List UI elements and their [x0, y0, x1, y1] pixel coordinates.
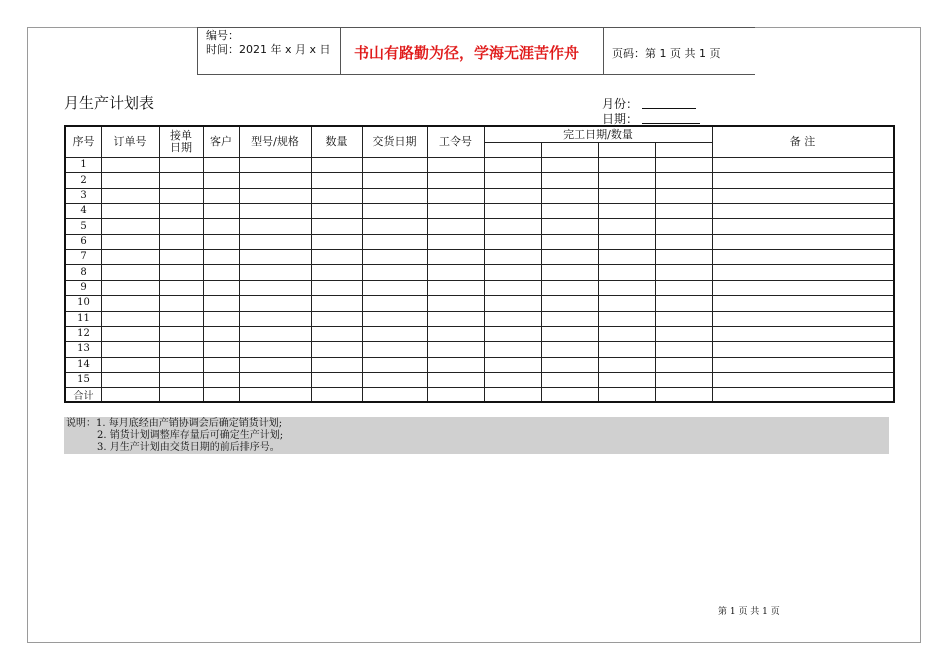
header-quantity: 数量 [325, 135, 348, 148]
number-label: 编号： [206, 29, 239, 42]
header-bottom-rule [197, 74, 755, 75]
note-line-2: 2. 销货计划调整库存量后可确定生产计划; [97, 430, 284, 441]
row-number: 11 [77, 312, 90, 324]
page-title: 月生产计划表 [64, 94, 155, 112]
column-line [541, 142, 542, 401]
row-line [66, 172, 893, 173]
header-receive-line2: 日期 [170, 141, 192, 154]
row-line [66, 311, 893, 312]
notes-block [64, 417, 889, 454]
row-number: 7 [80, 251, 87, 263]
row-number: 5 [80, 220, 87, 232]
date-underline [642, 123, 700, 124]
row-line [66, 203, 893, 204]
row-line [66, 157, 893, 158]
header-divider-left [197, 27, 198, 75]
header-delivery-date: 交货日期 [372, 135, 417, 148]
row-line [66, 188, 893, 189]
completion-subheader-line [484, 142, 712, 143]
header-work-order: 工令号 [439, 135, 472, 148]
header-model-spec: 型号/规格 [251, 135, 299, 148]
column-line [655, 142, 656, 401]
row-number: 10 [77, 297, 90, 309]
time-label: 时间：2021 年 x 月 x 日 [206, 43, 331, 56]
row-number: 12 [77, 328, 90, 340]
date-label: 日期： [602, 112, 639, 126]
row-line [66, 341, 893, 342]
header-order-no: 订单号 [113, 135, 147, 148]
row-number: 8 [80, 266, 87, 278]
note-line-3: 3. 月生产计划由交货日期的前后排序号。 [97, 442, 280, 453]
header-divider-mid [340, 27, 341, 75]
row-line [66, 218, 893, 219]
row-number: 6 [80, 235, 87, 247]
row-line [66, 249, 893, 250]
row-line [66, 234, 893, 235]
note-line-1: 说明：1. 每月底经由产销协调会后确定销货计划; [66, 418, 283, 429]
row-number: 14 [77, 358, 90, 370]
page-code: 页码：第 1 页 共 1 页 [612, 47, 721, 60]
row-line [66, 387, 893, 388]
header-customer: 客户 [210, 135, 232, 148]
total-row-label: 合计 [73, 391, 94, 403]
row-line [66, 295, 893, 296]
column-line [598, 142, 599, 401]
row-line [66, 326, 893, 327]
month-label: 月份： [602, 97, 639, 111]
header-seq: 序号 [72, 135, 95, 148]
footer-page-number: 第 1 页 共 1 页 [718, 607, 780, 617]
month-underline [642, 108, 696, 109]
row-number: 3 [80, 189, 87, 201]
header-top-rule [197, 27, 755, 28]
row-number: 4 [80, 205, 87, 217]
row-number: 9 [80, 281, 87, 293]
row-line [66, 357, 893, 358]
header-receive-line1: 接单 [170, 129, 192, 142]
row-number: 2 [80, 174, 87, 186]
row-line [66, 280, 893, 281]
row-line [66, 372, 893, 373]
row-number: 1 [80, 159, 87, 171]
header-completion: 完工日期/数量 [563, 127, 633, 141]
row-number: 15 [77, 374, 90, 386]
header-receive-date [159, 127, 203, 157]
header-divider-right [603, 27, 604, 75]
row-line [66, 264, 893, 265]
production-plan-table [64, 125, 895, 403]
motto-text: 书山有路勤为径，学海无涯苦作舟 [354, 44, 580, 62]
row-number: 13 [77, 343, 90, 355]
header-remark: 备 注 [789, 135, 816, 148]
